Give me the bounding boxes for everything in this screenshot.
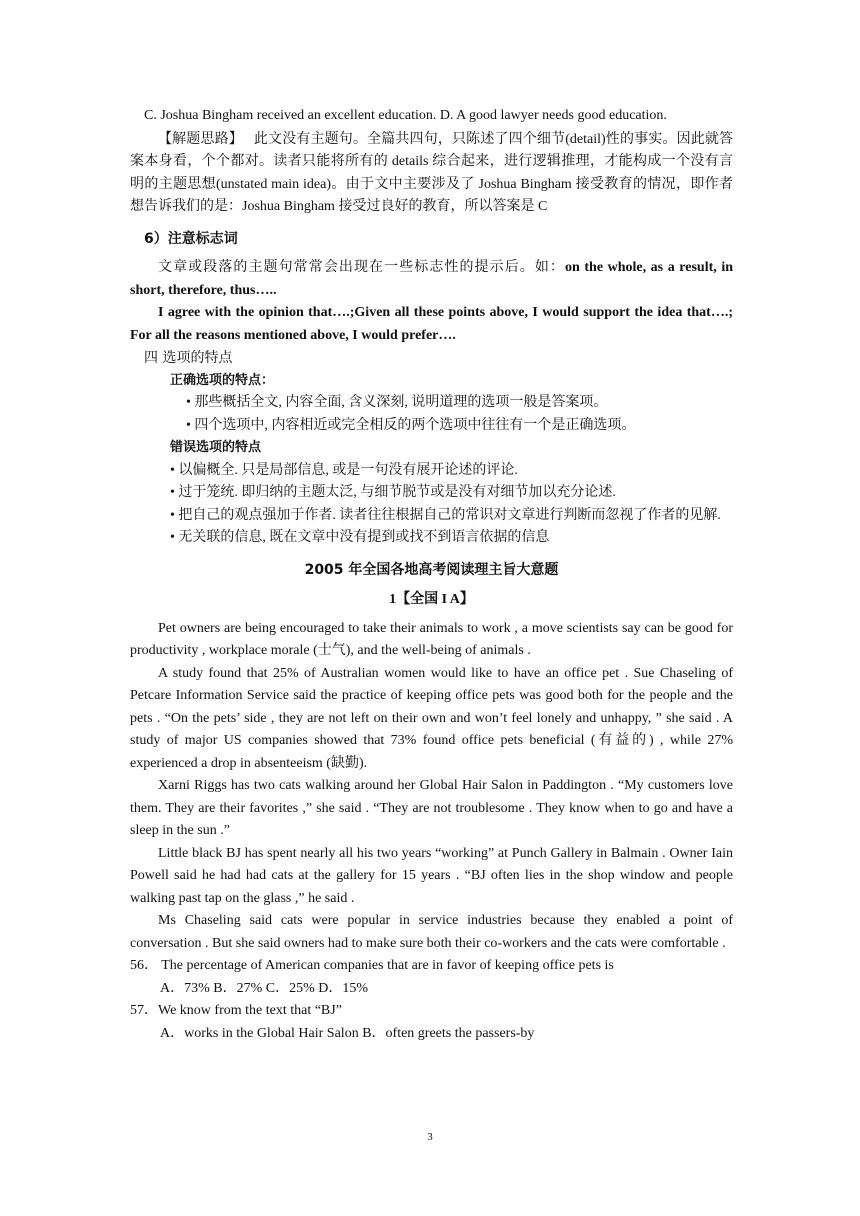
markers-bold: on the whole, as a result, in short, therefore, thus….. [130,260,733,298]
markers-intro: 文章或段落的主题句常常会出现在一些标志性的提示后。如： [158,260,566,275]
passage-paragraph-1: Pet owners are being encouraged to take their animals to work , a move scientists say can be good for productivity , workplace morale (士气), and the well-being of animals . [130,620,733,658]
option-line: C. Joshua Bingham received an excellent education. D. A good lawyer needs good education. [144,108,667,123]
heading-markers: 6）注意标志词 [144,230,238,247]
question-56-options: A．73% B．27% C．25% D．15% [160,980,369,996]
passage-paragraph-3: Xarni Riggs has two cats walking around her Global Hair Salon in Paddington . “My customers love them. They are their favorites ,” she said . “They are not troublesome . They know when to go and have a sleep in the sun .” [130,778,733,838]
section-title: 2005 年全国各地高考阅读理主旨大意题 [304,561,559,578]
wrong-item-2: • 过于笼统. 即归纳的主题太泛, 与细节脱节或是没有对细节加以充分论述. [170,485,616,500]
analysis-label: 【解题思路】 [158,130,243,147]
correct-item-1: • 那些概括全文, 内容全面, 含义深刻, 说明道理的选项一般是答案项。 [186,395,608,410]
page-content [130,105,733,1045]
passage-title: 1【全国 I A】 [389,592,474,607]
wrong-item-4: • 无关联的信息, 既在文章中没有提到或找不到语言依据的信息 [170,530,550,545]
correct-item-2: • 四个选项中, 内容相近或完全相反的两个选项中往往有一个是正确选项。 [186,417,636,433]
correct-heading: 正确选项的特点： [170,372,275,388]
wrong-item-1: • 以偏概全. 只是局部信息, 或是一句没有展开论述的评论. [170,462,518,478]
question-56: 56． The percentage of American companies that are in favor of keeping office pets is [130,958,614,973]
analysis-paragraph [130,128,733,219]
question-57: 57．We know from the text that “BJ” [130,1003,342,1018]
markers-paragraph [130,257,733,302]
markers-examples: I agree with the opinion that….;Given all these points above, I would support the idea that….; For all the reasons mentioned above, I would prefer…. [130,305,733,343]
analysis-text: 此文没有主题句。全篇共四句，只陈述了四个细节(detail)性的事实。因此就答案本身看，个个都对。读者只能将所有的 details 综合起来，进行逻辑推理，才能构成一个没有言明的主题思想(unstated main idea)。由于文中主要涉及了 Joshua Bingham 接受教育的情况，即作者想告诉我们的是：Joshua Bingham 接受过良好的教育，所以答案是 C [130,131,734,214]
passage-paragraph-2: A study found that 25% of Australian women would like to have an office pet . Sue Chaseling of Petcare Information Service said the practice of keeping office pets was good both for the people and the pets . “On the pets’ side , they are not left on their own and won’t feel lonely and unhappy, ” she said . A study of major US companies showed that 73% found office pets beneficial (有益的) , while 27% experienced a drop in absenteeism (缺勤). [130,665,733,771]
wrong-heading: 错误选项的特点 [170,440,262,455]
wrong-item-3: • 把自己的观点强加于作者. 读者往往根据自己的常识对文章进行判断而忽视了作者的见解. [170,507,721,523]
heading-option-features: 四 选项的特点 [144,350,233,366]
passage-paragraph-5: Ms Chaseling said cats were popular in service industries because they enabled a point of conversation . But she said owners had to make sure both their co-workers and the cats were comfortable . [130,913,733,951]
page-number: 3 [427,1131,433,1143]
question-57-options: A．works in the Global Hair Salon B．often greets the passers-by [160,1025,535,1041]
passage-paragraph-4: Little black BJ has spent nearly all his two years “working” at Punch Gallery in Balmain . Owner Iain Powell said he had had cats at the gallery for 15 years . “BJ often lies in the shop window and people walking past tap on the glass ,” he said . [130,845,733,906]
